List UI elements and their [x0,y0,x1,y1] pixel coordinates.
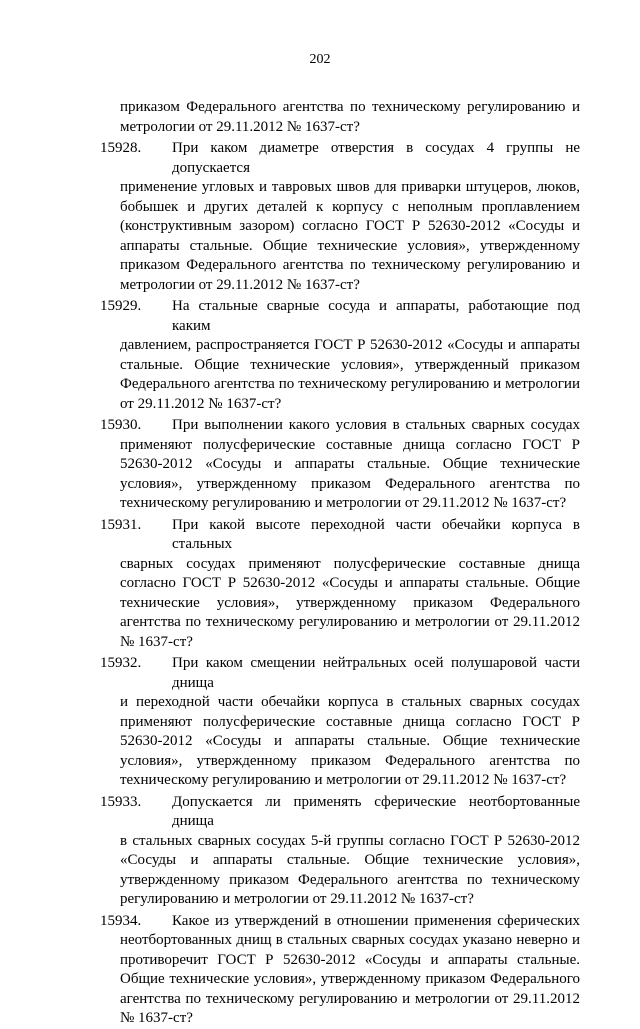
question-first-line: Какое из утверждений в отношении применения сферических [172,912,580,929]
question-text: и переходной части обечайки корпуса в стальных сварных сосудах применяют полусферические составные днища согласно ГОСТ Р 52630-2012 «Сосуды и аппараты стальные. Общие технические условия», утвержденному приказом Федерального агентства по техническому регулированию и метрологии от 29.11.2012 № 1637-ст? [120,694,580,788]
question-text: неотбортованных днищ в стальных сварных сосудах указано неверно и противоречит ГОСТ Р 52630-2012 «Сосуды и аппараты стальные. Общие технические условия», утвержденному приказом Федерального агентства по техническому регулированию и метрологии от 29.11.2012 № 1637-ст? [120,932,580,1026]
question-text: сварных сосудах применяют полусферические составные днища согласно ГОСТ Р 52630-2012 «Сосуды и аппараты стальные. Общие технические условия», утвержденному приказом Федерального агентства по техническому регулированию и метрологии от 29.11.2012 № 1637-ст? [120,555,580,650]
question-15933 [100,793,580,910]
question-first-line: На стальные сварные сосуда и аппараты, работающие под каким [172,298,580,334]
question-text: в стальных сварных сосудах 5-й группы согласно ГОСТ Р 52630-2012 «Сосуды и аппараты стальные. Общие технические условия», утвержденному приказом Федерального агентства по техническому регулированию и метрологии от 29.11.2012 № 1637-ст? [120,832,580,907]
question-first-line: При какой высоте переходной части обечайки корпуса в стальных [172,516,580,552]
question-number: 15932. [100,655,142,671]
question-number: 15929. [100,298,142,314]
question-15930 [100,416,580,514]
question-text: применяют полусферические составные днища согласно ГОСТ Р 52630-2012 «Сосуды и аппараты стальные. Общие технические условия», утвержденному приказом Федерального агентства по техническому регулированию и метрологии от 29.11.2012 № 1637-ст? [120,436,580,511]
question-number: 15934. [100,912,142,929]
question-number: 15931. [100,516,142,533]
question-15929 [100,297,580,414]
document-body [100,98,580,1029]
continuation-paragraph: приказом Федерального агентства по техническому регулированию и метрологии от 29.11.2012 № 1637-ст? [120,99,580,135]
question-number: 15930. [100,417,142,433]
question-first-line: При каком смещении нейтральных осей полушаровой части днища [172,655,580,691]
question-15934 [100,912,580,1029]
question-15928 [100,139,580,295]
question-text: применение угловых и тавровых швов для приварки штуцеров, люков, бобышек и других деталей к корпусу с неполным проплавлением (конструктивным зазором) согласно ГОСТ Р 52630-2012 «Сосуды и аппараты стальные. Общие технические условия», утвержденному приказом Федерального агентства по техническому регулированию и метрологии от 29.11.2012 № 1637-ст? [120,179,580,293]
question-first-line: При каком диаметре отверстия в сосудах 4 группы не допускается [172,140,580,176]
question-15932 [100,654,580,791]
question-first-line: При выполнении какого условия в стальных сварных сосудах [172,417,580,433]
question-number: 15933. [100,793,142,810]
question-text: давлением, распространяется ГОСТ Р 52630-2012 «Сосуды и аппараты стальные. Общие технические условия», утвержденный приказом Федерального агентства по техническому регулированию и метрологии от 29.11.2012 № 1637-ст? [120,337,580,412]
question-number: 15928. [100,140,142,156]
question-first-line: Допускается ли применять сферические неотбортованные днища [172,793,580,829]
question-15931 [100,516,580,653]
page-number: 202 [309,52,331,67]
